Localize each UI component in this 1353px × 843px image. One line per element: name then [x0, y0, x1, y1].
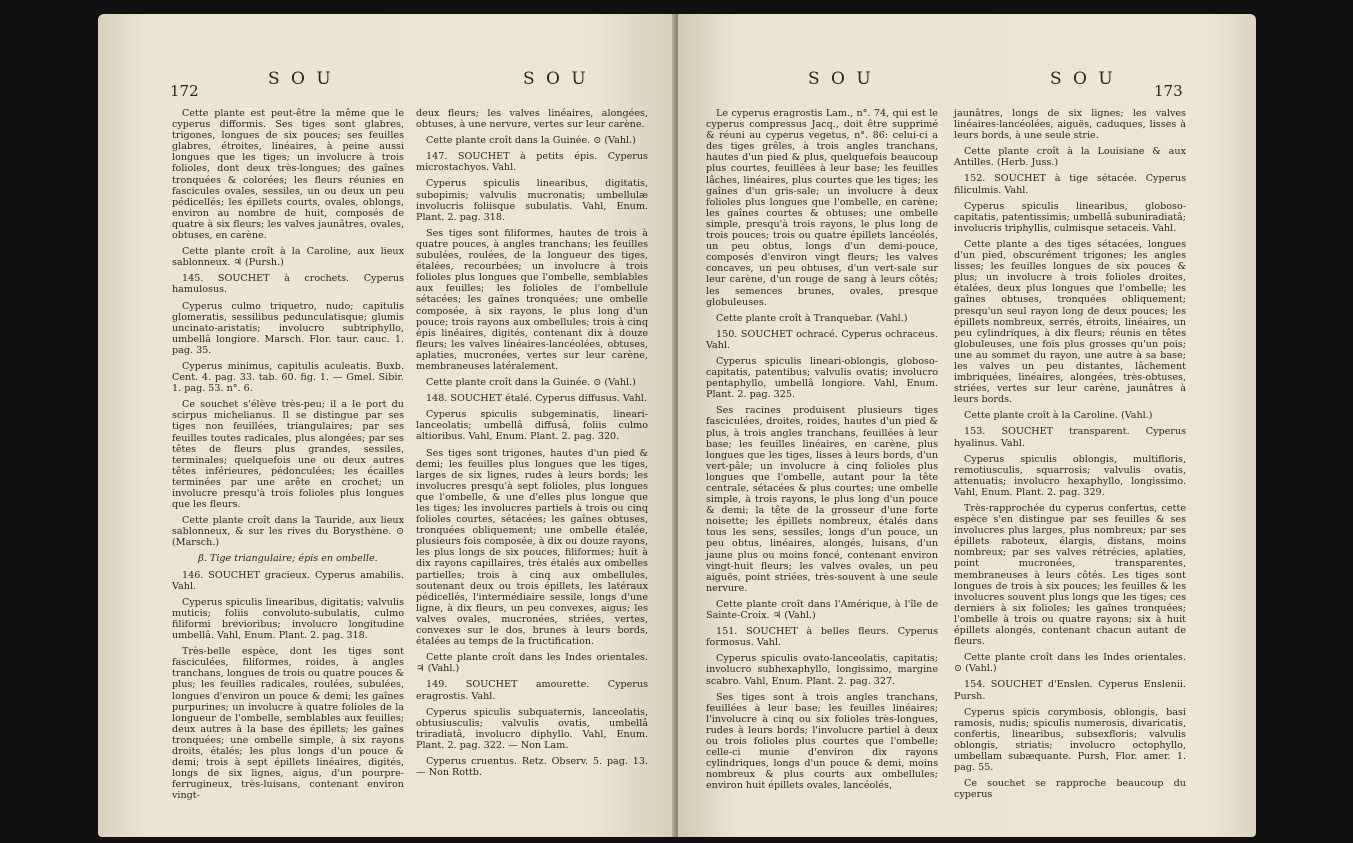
paragraph: 145. SOUCHET à crochets. Cyperus hamulosus. [172, 273, 404, 296]
paragraph: Cyperus spiculis subgeminatis, lineari-lanceolatis; umbellâ diffusâ, foliis culmo altioribus. Vahl, Enum. Plant. 2. pag. 320. [416, 409, 648, 443]
paragraph: 150. SOUCHET ochracé. Cyperus ochraceus. Vahl. [706, 328, 938, 351]
left-column-2 [416, 108, 648, 783]
paragraph: Ses tiges sont filiformes, hautes de trois à quatre pouces, à angles tranchans; les feuilles subulées, roulées, de la longueur des tiges, étalées, recourbées; un involucre à trois folioles plus longues que l'ombelle, semblables aux feuilles; les folioles de l'ombellule sétacées; les gaînes tronquées; une ombelle composée, à six rayons, le plus long d'un pouce; trois rayons aux ombellules; trois à cinq épis linéaires, digités, contenant dix à douze fleurs; les valves linéaires-lancéolées, obtuses, aplaties, mucronées, vertes sur leur carène, membraneuses latéralement. [416, 227, 648, 372]
subheading: β. Tige triangulaire; épis en ombelle. [198, 553, 378, 565]
paragraph: Ses tiges sont à trois angles tranchans, feuillées à leur base; les feuilles linéaires; l'involucre à cinq ou six folioles très-longues, rudes à leurs bords; l'involucre partiel à deux ou trois folioles plus courtes que l'ombelle; celle-ci munie d'environ dix rayons cylindriques, longs d'un pouce & demi, moins nombreux & plus courts aux ombellules; environ huit épillets ovales, lancéolés, [706, 691, 938, 792]
paragraph: 153. SOUCHET transparent. Cyperus hyalinus. Vahl. [954, 426, 1186, 449]
paragraph: 152. SOUCHET à tige sétacée. Cyperus filiculmis. Vahl. [954, 173, 1186, 196]
paragraph: Très-belle espèce, dont les tiges sont fasciculées, filiformes, roides, à angles tranchans, longues de trois ou quatre pouces & plus; les feuilles radicales, roulées, subulées, longues d'environ un pouce & demi; les gaînes purpurines; un involucre à quatre folioles de la longueur de l'ombelle, semblables aux feuilles; deux autres à la base des épillets; les gaînes tronquées; une ombelle simple, à six rayons droits, étalés; les plus longs d'un pouce & demi; trois à sept épillets linéaires, digités, longs de six lignes, aigus, d'un pourpre-ferrugineux, très-luisans, contenant environ vingt- [172, 646, 404, 802]
paragraph: 146. SOUCHET gracieux. Cyperus amabilis. Vahl. [172, 569, 404, 592]
paragraph: Cyperus spiculis linearibus, globoso-capitatis, patentissimis; umbellâ subuniradiatâ; involucris triphyllis, culmisque setaceis. Vahl. [954, 200, 1186, 234]
paragraph: Cette plante croît dans la Tauride, aux lieux sablonneux, & sur les rives du Borysthène. ⊙ (Marsch.) [172, 515, 404, 549]
paragraph: Le cyperus eragrostis Lam., n°. 74, qui est le cyperus compressus Jacq., doit être supprimé & réuni au cyperus vegetus, n°. 86: celui-ci a des tiges grêles, à trois angles tranchans, hautes d'un pied & plus, quelquefois beaucoup plus courtes, feuillées à leur base; les feuilles lâches, linéaires, plus courtes que les tiges; les gaînes d'un gris-sale; un involucre à deux folioles plus longues que l'ombelle, en carène; les gaînes courtes & obtuses; une ombelle simple, presqu'à trois rayons, le plus long de trois pouces; trois ou quatre épillets lancéolés, un peu obtus, longs d'un demi-pouce, composés d'environ vingt fleurs; les valves concaves, un peu obtuses, d'un vert-sale sur leur carène, d'un rouge de sang à leurs côtés; les semences brunes, ovales, presque globuleuses. [706, 108, 938, 308]
paragraph: Cette plante a des tiges sétacées, longues d'un pied, obscurément trigones; les angles lisses; les feuilles longues de six pouces & plus; un involucre à trois folioles droites, étalées, deux plus longues que l'ombelle; les gaînes obtuses, tronquées obliquement; presqu'un seul rayon long de deux pouces; les épillets nombreux, serrés, étroits, linéaires, un peu cylindriques, à dix fleurs; réunis en têtes globuleuses, une fois plus grosses qu'un pois; une au sommet du rayon, une autre à sa base; les valves un peu distantes, lâchement imbriquées, linéaires, alongées, très-obtuses, striées, vertes sur leur carène, jaunâtres à leurs bords. [954, 238, 1186, 406]
paragraph: Ce souchet se rapproche beaucoup du cyperus [954, 778, 1186, 801]
paragraph: Cyperus spiculis linearibus, digitatis; valvulis muticis; foliis convoluto-subulatis, culmo filiformi brevioribus; involucro longitudine umbellâ. Vahl, Enum. Plant. 2. pag. 318. [172, 596, 404, 642]
paragraph: Cyperus spiculis oblongis, multifloris, remotiusculis, squarrosis; valvulis ovatis, attenuatis; involucro hexaphyllo, longissimo. Vahl, Enum. Plant. 2. pag. 329. [954, 453, 1186, 498]
paragraph: Cette plante croît dans la Guinée. ⊙ (Vahl.) [426, 377, 636, 389]
paragraph: Cyperus spiculis subquaternis, lanceolatis, obtusiusculis; valvulis ovatis, umbellâ triradiatâ, involucro diphyllo. Vahl, Enum. Plant. 2. pag. 322. — Non Lam. [416, 706, 648, 751]
right-page-number: 173 [1154, 82, 1183, 100]
paragraph: Cyperus minimus, capitulis aculeatis. Buxb. Cent. 4. pag. 33. tab. 60. fig. 1. — Gmel. Sibir. 1. pag. 53. n°. 6. [172, 360, 404, 395]
left-header-right: S O U [523, 69, 589, 89]
paragraph: Cette plante croît à la Caroline, aux lieux sablonneux. ♃ (Pursh.) [172, 246, 404, 269]
paragraph: Cette plante croît à Tranquebar. (Vahl.) [716, 312, 908, 324]
paragraph: 148. SOUCHET étalé. Cyperus diffusus. Vahl. [426, 393, 647, 405]
paragraph: Cette plante croît dans les Indes orientales. ⊙ (Vahl.) [954, 652, 1186, 675]
paragraph: Cyperus culmo triquetro, nudo; capitulis glomeratis, sessilibus pedunculatisque; glumis uncinato-aristatis; involucro subtriphyllo, umbellâ longiore. Marsch. Flor. taur. cauc. 1. pag. 35. [172, 300, 404, 356]
paragraph: jaunâtres, longs de six lignes; les valves linéaires-lancéolées, aiguës, caduques, lisses à leurs bords, à une seule strie. [954, 108, 1186, 142]
right-header-left: S O U [808, 69, 874, 89]
paragraph: Cette plante croît dans les Indes orientales. ♃ (Vahl.) [416, 652, 648, 675]
right-header-right: S O U [1050, 69, 1116, 89]
paragraph: Très-rapprochée du cyperus confertus, cette espèce s'en distingue par ses feuilles & ses involucres plus larges, plus nombreux; par ses épillets raboteux, élargis, distans, moins nombreux; par ses valves rétrécies, aplaties, point mucronées, transparentes, membraneuses à leurs côtés. Les tiges sont longues de trois à six pouces; les feuilles & les involucres souvent plus longs que les tiges; ces derniers à six folioles; les gaînes tronquées; l'ombelle à trois ou quatre rayons; six à huit épillets alongés, contenant chacun autant de fleurs. [954, 503, 1186, 648]
paragraph: Ses racines produisent plusieurs tiges fasciculées, droites, roides, hautes d'un pied & plus, à trois angles tranchans, feuillées à leur base; les feuilles linéaires, en carène, plus longues que les tiges, lisses à leurs bords, d'un vert-pâle; un involucre à cinq folioles plus longues que l'ombelle, autant pour la tête centrale, sétacées & plus courtes; une ombelle simple, à trois rayons, le plus long d'un pouce & demi; la tête de la grosseur d'une forte noisette; les épillets nombreux, étalés dans tous les sens, sessiles, longs d'un pouce, un peu obtus, linéaires, alongés, luisans, d'un jaune plus ou moins foncé, contenant environ vingt-huit fleurs; les valves ovales, un peu aiguës, point striées, très-souvent à une seule nervure. [706, 405, 938, 594]
paragraph: Cyperus spiculis linearibus, digitatis, subopimis; valvulis mucronatis; umbellulæ involucris foliisque subulatis. Vahl, Enum. Plant. 2. pag. 318. [416, 178, 648, 223]
paragraph: Ce souchet s'élève très-peu; il a le port du scirpus michelianus. Il se distingue par ses tiges non feuillées, triangulaires; par ses feuilles toutes radicales, plus alongées; par ses têtes de fleurs plus grandes, sessiles, terminales; quelquefois une ou deux autres têtes inférieures, pédonculées; les écailles terminées par une arête en crochet; un involucre presqu'à trois folioles plus longues que les fleurs. [172, 399, 404, 511]
right-column-1 [706, 108, 938, 796]
paragraph: Cette plante est peut-être la même que le cyperus difformis. Ses tiges sont glabres, trigones, longues de six pouces; ses feuilles glabres, étroites, linéaires, à peine aussi longues que les tiges; un involucre à trois folioles, dont deux très-longues; des gaînes tronquées & colorées; les fleurs réunies en fascicules ovales, sessiles, un ou deux un peu pédicellés; les épillets courts, ovales, oblongs, environ au nombre de huit, composés de quatre à six fleurs; les valves jaunâtres, ovales, obtuses, en carène. [172, 108, 404, 242]
paragraph: Cyperus spiculis ovato-lanceolatis, capitatis; involucro subhexaphyllo, longissimo, margine scabro. Vahl, Enum. Plant. 2. pag. 327. [706, 653, 938, 687]
paragraph: 149. SOUCHET amourette. Cyperus eragrostis. Vahl. [416, 679, 648, 702]
paragraph: Cyperus spiculis lineari-oblongis, globoso-capitatis, patentibus; valvulis ovatis; involucro pentaphyllo, umbellâ longiore. Vahl, Enum. Plant. 2. pag. 325. [706, 355, 938, 401]
paragraph: Cette plante croît à la Louisiane & aux Antilles. (Herb. Juss.) [954, 146, 1186, 169]
left-column-1 [172, 108, 404, 806]
paragraph: Cyperus cruentus. Retz. Observ. 5. pag. 13. — Non Rottb. [416, 755, 648, 779]
paragraph: 147. SOUCHET à petits épis. Cyperus microstachyos. Vahl. [416, 151, 648, 174]
left-page [98, 14, 676, 837]
paragraph: 154. SOUCHET d'Enslen. Cyperus Enslenii. Pursh. [954, 679, 1186, 702]
right-page [678, 14, 1256, 837]
left-header-left: S O U [268, 69, 334, 89]
right-column-2 [954, 108, 1186, 805]
paragraph: Cette plante croît dans l'Amérique, à l'île de Sainte-Croix. ♃ (Vahl.) [706, 598, 938, 622]
paragraph: Cette plante croît dans la Guinée. ⊙ (Vahl.) [426, 135, 636, 147]
paragraph: Cyperus spicis corymbosis, oblongis, basi ramosis, nudis; spiculis numerosis, divaricatis, confertis, linearibus, subsexfloris; valvulis oblongis, striatis; involucro octophyllo, umbellam subæquante. Pursh, Flor. amer. 1. pag. 55. [954, 706, 1186, 774]
left-page-number: 172 [170, 82, 199, 100]
paragraph: Ses tiges sont trigones, hautes d'un pied & demi; les feuilles plus longues que les tiges, larges de six lignes, rudes à leurs bords; les involucres presqu'à sept folioles, plus longues que l'ombelle, & une d'elles plus longue que les tiges; les involucres partiels à trois ou cinq folioles courtes, sétacées; les gaînes obtuses, tronquées obliquement; une ombelle étalée, plusieurs fois composée, à dix ou douze rayons, les plus longs de six pouces, filiformes; huit à dix rayons capillaires, très étalés aux ombelles partielles; trois à cinq aux ombellules, soutenant deux ou trois épillets, les latéraux pédicellés, l'intermédiaire sessile, longs d'une ligne, à dix fleurs, un peu convexes, aigus; les valves ovales, mucronées, striées, vertes, convexes sur le dos, brunes à leurs bords, étalées au temps de la fructification. [416, 447, 648, 648]
paragraph: deux fleurs; les valves linéaires, alongées, obtuses, à une nervure, vertes sur leur carène. [416, 108, 648, 131]
paragraph: 151. SOUCHET à belles fleurs. Cyperus formosus. Vahl. [706, 626, 938, 649]
paragraph: Cette plante croît à la Caroline. (Vahl.) [964, 410, 1153, 422]
